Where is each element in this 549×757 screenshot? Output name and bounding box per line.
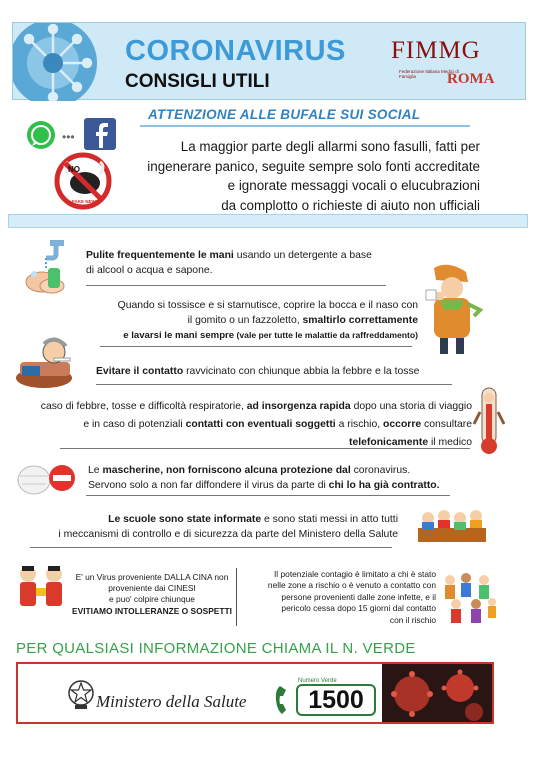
header-banner: [12, 22, 526, 100]
whatsapp-icon: [26, 120, 56, 150]
section-divider: [8, 214, 528, 228]
vertical-divider: [236, 568, 237, 626]
tip-china-line4: EVITIAMO INTOLLERANZE O SOSPETTI: [72, 605, 232, 616]
tip-travel-line2c: a rischio,: [335, 419, 384, 430]
tip-masks-line2a: Servono solo a non far diffondere il virus da parte di: [88, 480, 329, 491]
sick-person-icon: [14, 332, 76, 390]
tip-china-line2: proveniente dai CINESI: [108, 583, 196, 594]
no-fake-news-icon: [54, 152, 112, 210]
tip-china-line3: e puo' colpire chiunque: [109, 594, 195, 605]
no-mask-icon: [16, 458, 76, 500]
page-subtitle: CONSIGLI UTILI: [125, 71, 270, 92]
tip-masks: [88, 463, 440, 493]
social-line: La maggior parte degli allarmi sono fasulli, fatti per: [180, 139, 480, 154]
separator-line: [96, 384, 452, 385]
tip-hands: [86, 248, 372, 278]
facebook-icon: [84, 118, 116, 150]
ministry-name: Ministero della Salute: [96, 692, 247, 711]
tip-schools-line1a: Le scuole sono state informate: [108, 514, 262, 525]
tip-travel-line2b: contatti con eventuali soggetti: [185, 419, 336, 430]
handwashing-icon: [22, 238, 70, 298]
separator-line: [86, 285, 386, 286]
social-line: ingenerare panico, seguite sempre solo fonti accreditate: [147, 158, 480, 174]
tip-masks-line1b: mascherine, non forniscono alcuna protezione dal: [102, 465, 351, 476]
tip-contact-rest: ravvicinato con chiunque abbia la febbre e la tosse: [183, 366, 420, 377]
italian-emblem-icon: [66, 678, 96, 710]
thermometer-person-icon: [472, 384, 506, 456]
tip-cough-line2b: smaltirlo correttamente: [302, 315, 418, 326]
social-line: da complotto o richieste di aiuto non ufficiali: [221, 197, 480, 213]
logo-text: FIMMG: [391, 37, 481, 64]
tip-cough-line3b: (vale per tutte le malattie da raffreddamento): [234, 330, 418, 340]
fake-news-badge-text: FAKE NEWS: [72, 199, 99, 204]
soap-icon: [48, 268, 60, 288]
tip-travel-line2d: occorre: [383, 419, 422, 430]
tip-china-line1: E' un Virus proveniente DALLA CINA non: [75, 572, 229, 582]
social-warning-title: ATTENZIONE ALLE BUFALE SUI SOCIAL: [148, 107, 421, 122]
tip-travel-line1c: dopo una storia di viaggio: [350, 401, 472, 412]
tip-travel-line2e: consultare: [421, 419, 472, 430]
tip-hands-rest: usando un detergente a base: [233, 250, 372, 261]
separator-line: [100, 346, 412, 347]
phone-label: Numero Verde: [298, 678, 337, 684]
separator-line: [86, 495, 450, 496]
phone-number[interactable]: 1500: [296, 684, 376, 716]
page-title: CORONAVIRUS: [125, 35, 346, 67]
tip-cough: [100, 298, 418, 343]
tip-schools: [30, 512, 398, 542]
logo-subtext: Federazione Italiana Medici di Famiglia: [399, 69, 459, 79]
crowd-icon: [440, 568, 500, 626]
fimmg-logo: [391, 33, 499, 93]
tip-masks-line2b: chi lo ha già contratto.: [328, 480, 440, 491]
tip-contact-bold: Evitare il contatto: [96, 366, 184, 377]
tip-china: [70, 572, 234, 617]
ellipsis-icon: •••: [62, 130, 75, 144]
tip-hands-bold: Pulite frequentemente le mani: [86, 250, 234, 261]
tip-cough-line3a: e lavarsi le mani sempre: [123, 330, 235, 341]
phone-icon: [274, 684, 294, 716]
sneezing-person-icon: [424, 264, 486, 356]
tip-cough-line2a: il gomito o un fazzoletto,: [187, 315, 303, 326]
virus-photo-icon: [382, 664, 492, 722]
tip-risk: [240, 569, 436, 626]
tip-travel-line3a: telefonicamente: [349, 437, 429, 448]
tip-travel-line1b: ad insorgenza rapida: [246, 401, 351, 412]
no-badge-text: NO: [68, 165, 80, 174]
tip-risk-line2: nelle zone a rischio o è venuto a contatto con: [267, 580, 436, 591]
chinese-children-icon: [14, 564, 70, 614]
tip-contact: [96, 364, 419, 379]
separator-line: [60, 448, 470, 449]
tip-travel-line2a: e in caso di potenziali: [83, 419, 186, 430]
tip-schools-line2: i meccanismi di controllo e di sicurezza da parte del Ministero della Salute: [58, 529, 398, 540]
tip-schools-line1b: e sono stati messi in atto tutti: [261, 514, 398, 525]
classroom-icon: [418, 502, 486, 546]
tip-risk-line1: Il potenziale contagio è limitato a chi è stato: [273, 569, 436, 579]
separator-line: [30, 547, 392, 548]
tip-travel-line1a: caso di febbre, tosse e difficoltà respiratorie,: [40, 401, 247, 412]
footer-title: PER QUALSIASI INFORMAZIONE CHIAMA IL N. VERDE: [16, 640, 416, 657]
tip-risk-line4: pericolo cessa dopo 15 giorni dal contatto: [281, 603, 436, 614]
tip-masks-line1a: Le: [88, 465, 103, 476]
social-line: e ignorate messaggi vocali o elucubrazioni: [227, 178, 480, 193]
tip-travel-line3b: il medico: [428, 437, 472, 448]
tip-masks-line1c: coronavirus.: [350, 465, 411, 476]
logo-city: ROMA: [447, 71, 495, 87]
tip-risk-line3: persone provenienti dalle zone infette, e il: [281, 591, 436, 602]
tip-cough-line1: Quando si tossisce e si starnutisce, coprire la bocca e il naso con: [117, 300, 418, 311]
virus-icon: [13, 23, 123, 101]
tip-risk-line5: con il rischio: [389, 614, 436, 625]
title-underline: [140, 125, 470, 127]
tip-hands-line2: di alcool o acqua e sapone.: [86, 265, 213, 276]
tip-travel: [8, 399, 472, 450]
social-warning-text: [120, 137, 480, 215]
